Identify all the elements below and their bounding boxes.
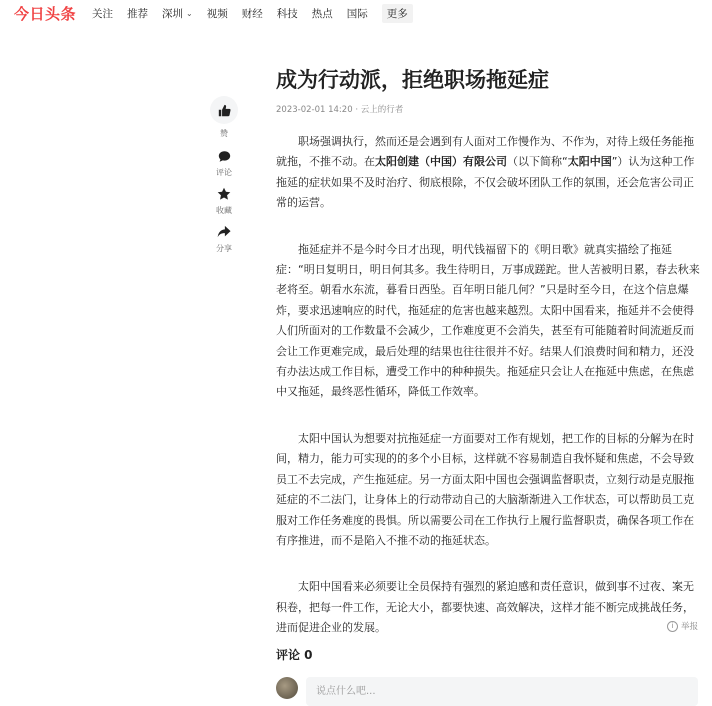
- nav-more-button[interactable]: 更多: [382, 4, 413, 23]
- article-paragraph: 拖延症并不是今时今日才出现，明代钱福留下的《明日歌》就真实描绘了拖延症：“明日复明日，明日何其多。我生待明日，万事成蹉跎。世人苦被明日累，春去秋来老将至。朝看水东流，暮看日西坠。百年明日能几何？”只是时至今日，在这个信息爆炸，要求迅速响应的时代，拖延症的危害也越来越烈。太阳中国看来，拖延并不会使得人们所面对的工作数量不会减少，工作难度更不会消失，甚至有可能随着时间流逝反而会让工作更难完成，最后处理的结果也往往很并不好。结果人们浪费时间和精力，还没有办法达成工作目标，遭受工作中的种种损失。拖延症只会让人在拖延中焦虑，在焦虑中又拖延，最终恶性循环，降低工作效率。: [276, 242, 700, 399]
- article-paragraph: [276, 132, 700, 214]
- p1-text-a: 职场强调执行，然而还是会遇到有人面对工作慢作为、不作为，对待上级任务能拖就拖，不推不动。在: [276, 135, 694, 169]
- like-label: 赞: [220, 129, 228, 138]
- meta-separator: ·: [355, 105, 361, 115]
- like-button[interactable]: [209, 96, 239, 139]
- nav-item-video[interactable]: 视频: [206, 7, 228, 20]
- action-sidebar: [209, 96, 239, 254]
- company-name: 太阳创建（中国）有限公司: [375, 155, 507, 169]
- comment-icon: [217, 149, 231, 163]
- report-label: 举报: [681, 622, 699, 632]
- nav-item-finance[interactable]: 财经: [241, 7, 263, 20]
- article-paragraph: 太阳中国认为想要对抗拖延症一方面要对工作有规划，把工作的目标的分解为在时间，精力，能力可实现的的多个小目标，这样就不容易制造自我怀疑和焦虑，不会导致员工不去完成，产生拖延症。另一方面太阳中国也会强调监督职责，立刻行动是克服拖延症的不二法门，让身体上的行动带动自己的大脑渐渐进入工作状态，可以帮助员工克服对工作任务难度的畏惧。所以需要公司在工作执行上履行监督职责，确保各项工作在有序推进，而不是陷入不推不动的拖延状态。: [276, 431, 694, 547]
- like-circle: [210, 96, 238, 124]
- p1-text-c: ”）认为这种工作拖延的症状如果不及时治疗、彻底根除，不仅会破坏团队工作的氛围，还会危害公司正常的运营。: [276, 155, 695, 210]
- nav-item-hot[interactable]: 热点: [311, 7, 333, 20]
- p1-text-b: （以下简称“: [507, 155, 568, 169]
- star-icon: [217, 187, 231, 201]
- top-nav: [0, 0, 712, 26]
- info-icon: i: [667, 621, 678, 632]
- nav-item-city-label: 深圳: [162, 7, 184, 20]
- nav-item-city[interactable]: [162, 6, 193, 21]
- nav-item-recommend[interactable]: 推荐: [127, 7, 149, 20]
- nav-items: [92, 4, 427, 23]
- author-name[interactable]: 云上的行者: [360, 105, 404, 115]
- collect-button[interactable]: [209, 187, 239, 216]
- article-meta: [276, 103, 403, 115]
- nav-item-follow[interactable]: 关注: [92, 7, 114, 20]
- article-paragraph: 太阳中国看来必须要让全员保持有强烈的紧迫感和责任意识，做到事不过夜、案无积卷，把每一件工作，无论大小，都要快速、高效解决，这样才能不断完成挑战任务，进而促进企业的发展。: [276, 580, 694, 635]
- comments-heading: 评论 0: [276, 648, 313, 662]
- comment-button[interactable]: [209, 149, 239, 178]
- report-button[interactable]: [667, 620, 698, 632]
- collect-label: 收藏: [216, 206, 232, 215]
- avatar: [276, 677, 298, 699]
- publish-date: 2023-02-01 14:20: [276, 105, 353, 115]
- article-body: [276, 132, 700, 665]
- nav-item-tech[interactable]: 科技: [276, 7, 298, 20]
- nav-item-world[interactable]: 国际: [346, 7, 368, 20]
- site-logo[interactable]: 今日头条: [14, 4, 77, 23]
- thumbs-up-icon: [217, 103, 231, 117]
- article-title: 成为行动派，拒绝职场拖延症: [276, 68, 549, 92]
- company-short-name: 太阳中国: [567, 155, 612, 169]
- comment-label: 评论: [216, 168, 232, 177]
- share-label: 分享: [216, 244, 232, 253]
- share-icon: [217, 225, 231, 239]
- chevron-down-icon: ⌄: [186, 8, 193, 18]
- comment-input[interactable]: [306, 677, 698, 706]
- share-button[interactable]: [209, 225, 239, 254]
